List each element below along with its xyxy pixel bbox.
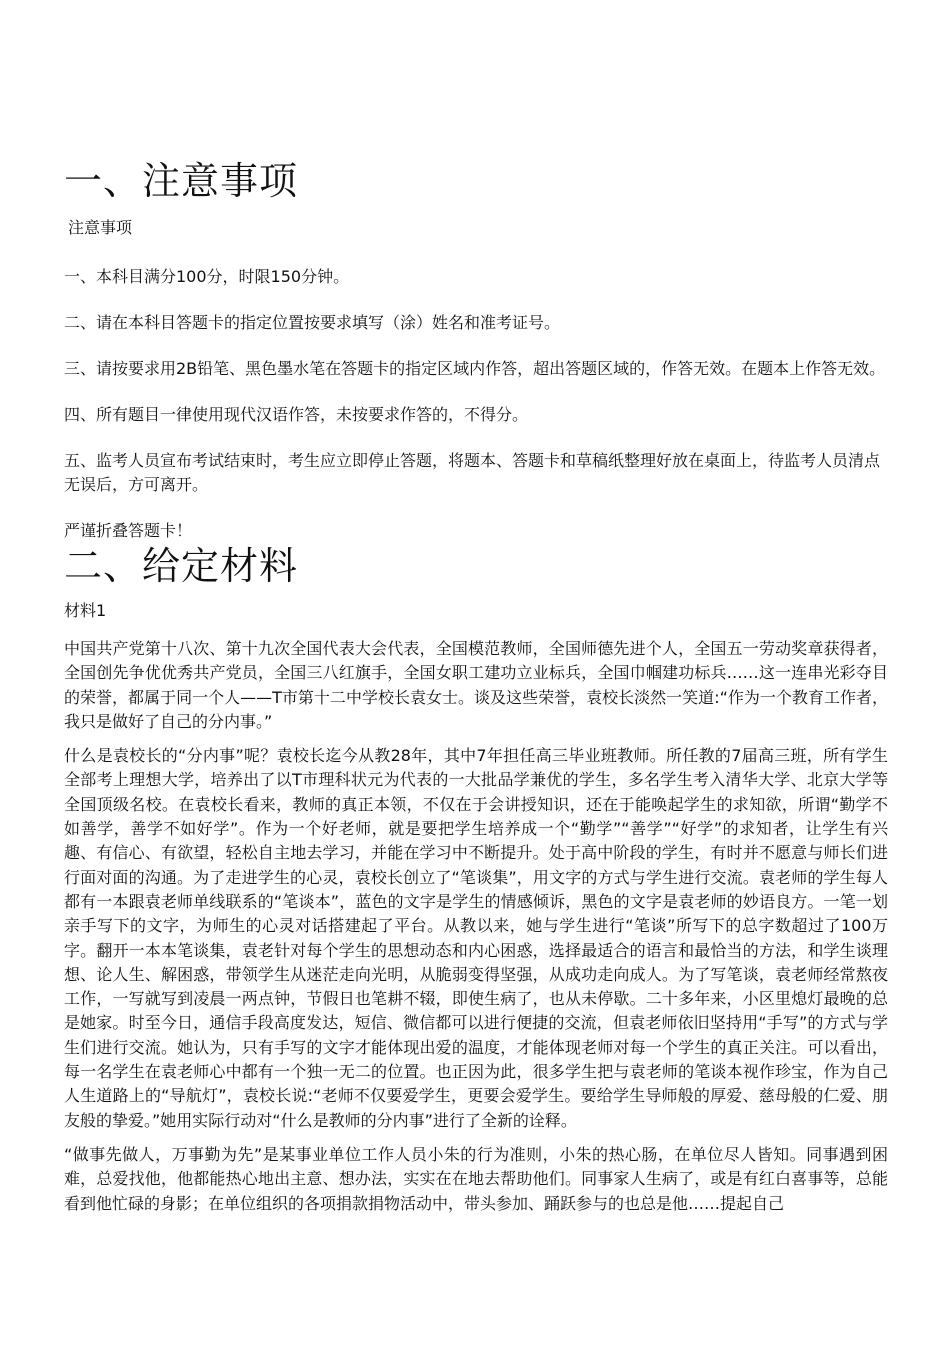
notice-heading: 一、注意事项: [64, 159, 299, 203]
notice-subtitle: 注意事项: [68, 218, 133, 237]
materials-heading: 二、给定材料: [64, 544, 299, 588]
material-label: 材料1: [64, 601, 107, 620]
document-content: [64, 158, 888, 1216]
notice-item-1: 一、本科目满分100分，时限150分钟。: [64, 267, 350, 286]
material-paragraph-1: 中国共产党第十八次、第十九次全国代表大会代表，全国模范教师，全国师德先进个人，全国五一劳动奖章获得者，全国创先争优优秀共产党员，全国三八红旗手，全国女职工建功立业标兵，全国巾帼建功标兵……这一连串光彩夺目的荣誉，都属于同一个人——T市第十二中学校长袁女士。谈及这些荣誉，袁校长淡然一笑道:“作为一个教育工作者，我只是做好了自己的分内事。”: [64, 639, 888, 731]
notice-item-3: 三、请按要求用2B铅笔、黑色墨水笔在答题卡的指定区域内作答，超出答题区域的，作答无效。在题本上作答无效。: [64, 359, 886, 378]
notice-warning: 严谨折叠答题卡！: [64, 521, 193, 540]
notice-item-4: 四、所有题目一律使用现代汉语作答，未按要求作答的，不得分。: [64, 405, 529, 424]
material-paragraph-2: 什么是袁校长的“分内事”呢？袁校长迄今从教28年，其中7年担任高三毕业班教师。所任教的7届高三班，所有学生全部考上理想大学，培养出了以T市理科状元为代表的一大批品学兼优的学生，多名学生考入清华大学、北京大学等全国顶级名校。在袁校长看来，教师的真正本领，不仅在于会讲授知识，还在于能唤起学生的求知欲，所谓“勤学不如善学，善学不如好学”。作为一个好老师，就是要把学生培养成一个“勤学”“善学”“好学”的求知者，让学生有兴趣、有信心、有欲望，轻松自主地去学习，并能在学习中不断提升。处于高中阶段的学生，有时并不愿意与师长们进行面对面的沟通。为了走进学生的心灵，袁校长创立了“笔谈集”，用文字的方式与学生进行交流。袁老师的学生每人都有一本跟袁老师单线联系的“笔谈本”，蓝色的文字是学生的情感倾诉，黑色的文字是袁老师的妙语良方。一笔一划亲手写下的文字，为师生的心灵对话搭建起了平台。从教以来，她与学生进行“笔谈”所写下的总字数超过了100万字。翻开一本本笔谈集，袁老针对每个学生的思想动态和内心困惑，选择最适合的语言和最恰当的方法，和学生谈理想、论人生、解困惑，带领学生从迷茫走向光明，从脆弱变得坚强，从成功走向成人。为了写笔谈，袁老师经常熬夜工作，一写就写到凌晨一两点钟，节假日也笔耕不辍，即使生病了，也从未停歇。二十多年来，小区里熄灯最晚的总是她家。时至今日，通信手段高度发达，短信、微信都可以进行便捷的交流，但袁老师依旧坚持用“手写”的方式与学生们进行交流。她认为，只有手写的文字才能体现出爱的温度，才能体现老师对每一个学生的真正关注。可以看出，每一名学生在袁老师心中都有一个独一无二的位置。也正因为此，很多学生把与袁老师的笔谈本视作珍宝，作为自己人生道路上的“导航灯”，袁校长说:“老师不仅要爱学生，更要会爱学生。要给学生导师般的厚爱、慈母般的仁爱、朋友般的挚爱。”她用实际行动对“什么是教师的分内事”进行了全新的诠释。: [64, 746, 888, 1130]
notice-item-5: 五、监考人员宣布考试结束时，考生应立即停止答题，将题本、答题卡和草稿纸整理好放在桌面上，待监考人员清点无误后，方可离开。: [64, 451, 881, 494]
notice-item-2: 二、请在本科目答题卡的指定位置按要求填写（涂）姓名和准考证号。: [64, 313, 561, 332]
material-paragraph-3: “做事先做人，万事勤为先”是某事业单位工作人员小朱的行为准则，小朱的热心肠，在单位尽人皆知。同事遇到困难，总爱找他，他都能热心地出主意、想办法，实实在在地去帮助他们。同事家人生病了，或是有红白喜事等，总能看到他忙碌的身影；在单位组织的各项捐款捐物活动中，带头参加、踊跃参与的也总是他……提起自己: [64, 1144, 888, 1213]
